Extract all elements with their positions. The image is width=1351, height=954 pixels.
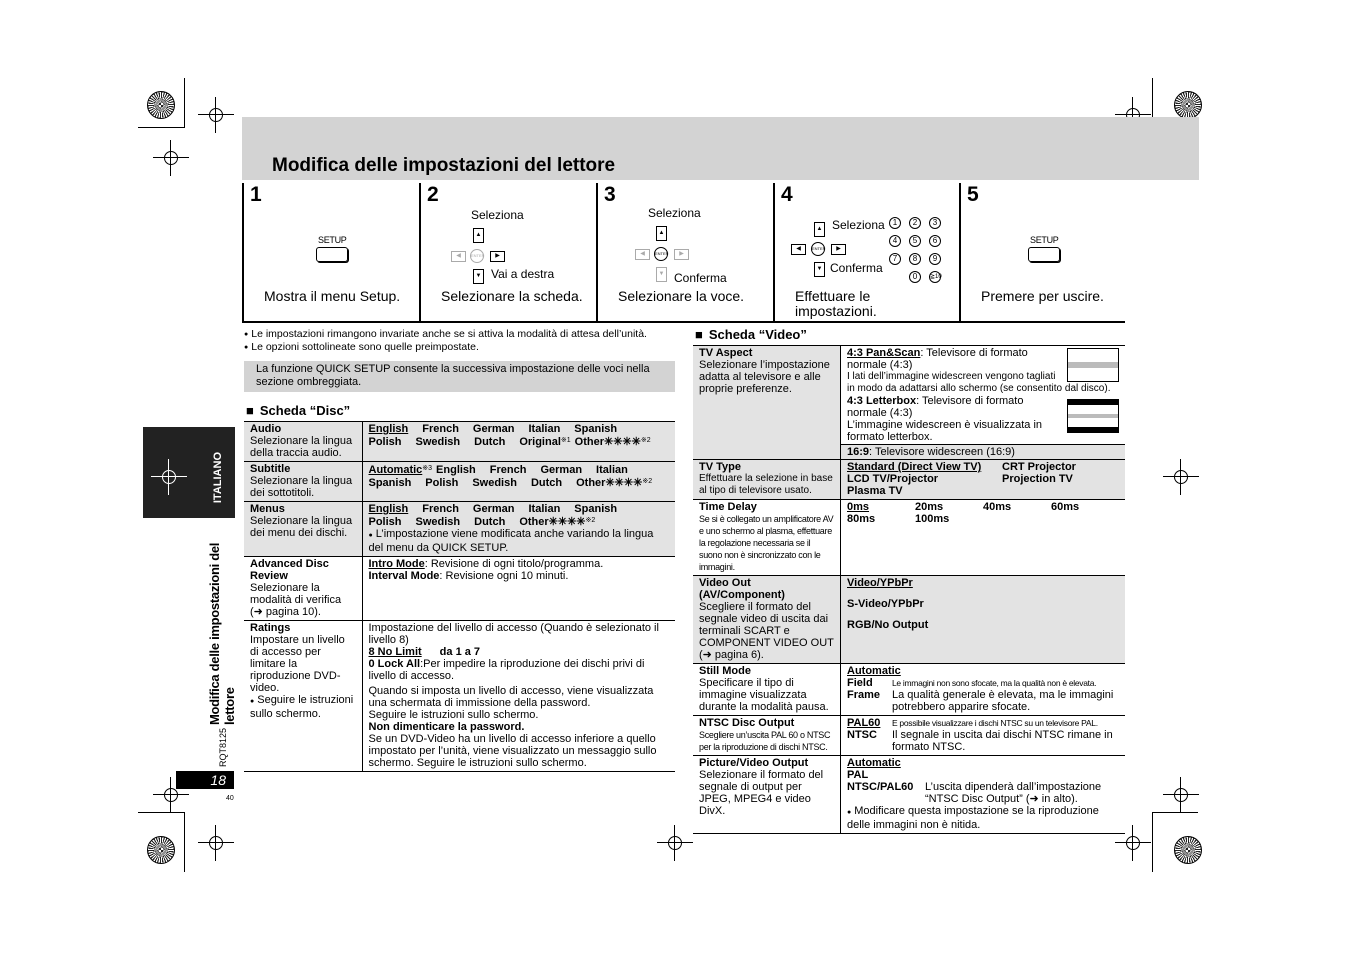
quick-setup-note: La funzione QUICK SETUP consente la successiva impostazione delle voci nella sezione ombreggiata. [244, 361, 675, 392]
letterbox-thumbnail-icon [1067, 399, 1119, 433]
setup-button [316, 247, 348, 262]
left-arrow-icon: ◀ [791, 244, 806, 255]
crop-line [184, 812, 185, 872]
step-caption: Selezionare la voce. [618, 288, 745, 304]
step-5 [959, 183, 1125, 323]
table-row: Audio Selezionare la lingua della traccia audio. English French German Italian Spanish Polish Swedish Dutch Original$^{※1}$ Other✳✳✳✳$^{※2}$ [244, 422, 675, 462]
numeric-key-10plus: ≧10 [929, 271, 941, 283]
crop-line [138, 812, 184, 813]
left-arrow-icon: ◀ [635, 249, 650, 260]
step-caption: Premere per uscire. [981, 288, 1104, 304]
table-row: Advanced Disc Review Selezionare la modalità di verifica (➜ pagina 10). Intro Mode: Revisione di ogni titolo/programma. Interval Mode: Revisione ogni 10 minuti. [244, 557, 675, 621]
setup-button [1028, 247, 1060, 262]
right-arrow-icon: ▶ [490, 251, 505, 262]
step-number: 3 [604, 183, 616, 206]
note-defaults: ● Le opzioni sottolineate sono quelle preimpostate. [244, 341, 479, 353]
step-3 [596, 183, 773, 323]
numeric-key-2: 2 [909, 217, 921, 229]
table-row: TV Type Effettuare la selezione in base al tipo di televisore usato. Standard (Direct View TV) CRT Projector LCD TV/Projector Projection TV Plasma TV [693, 460, 1125, 500]
video-table [693, 345, 1125, 834]
select-label: Seleziona [471, 208, 524, 222]
pan-scan-thumbnail-icon [1067, 348, 1119, 382]
step-caption: Mostra il menu Setup. [264, 288, 401, 304]
registration-star-icon [1174, 836, 1202, 864]
down-arrow-icon: ▼ [656, 267, 667, 282]
crop-line [184, 78, 185, 128]
select-label: Seleziona [648, 206, 701, 220]
crosshair-icon [198, 97, 234, 133]
down-arrow-icon: ▼ [814, 262, 825, 277]
table-row: Picture/Video Output Selezionare il formato del segnale di output per JPEG, MPEG4 e video DivX. Automatic PAL NTSC/PAL60 L’uscita dipenderà dall’impostazione “NTSC Disc Output” (➜ in alto). ● Modificare questa impostazione se la riproduzione delle immagini non è nitida. [693, 756, 1125, 834]
table-row: Menus Selezionare la lingua dei menu dei dischi. English French German Italian Spanish Polish Swedish Dutch Other✳✳✳✳$^{※2}$ ● L’impostazione viene modificata anche variando la lingua del menu da QUICK SETUP. [244, 502, 675, 557]
registration-star-icon [147, 91, 175, 119]
step-4 [773, 183, 959, 323]
note-standby: ● Le impostazioni rimangono invariate anche se si attiva la modalità di attesa dell’unità. [244, 328, 647, 340]
table-row: Subtitle Selezionare la lingua dei sottotitoli. Automatic$^{※3}$ English French German Italian Spanish Polish Swedish Dutch Other✳✳✳✳$^{※2}$ [244, 462, 675, 502]
crop-line [1152, 812, 1153, 872]
video-section-title: ■ Scheda “Video” [695, 327, 807, 342]
numeric-key-4: 4 [889, 235, 901, 247]
numeric-key-0: 0 [909, 271, 921, 283]
left-arrow-icon: ◀ [451, 251, 466, 262]
crop-line [138, 127, 184, 128]
table-row: Ratings Impostare un livello di accesso per limitare la riproduzione DVD-video. ● Seguire le istruzioni sullo schermo. Impostazione del livello di accesso (Quando è selezionato il livello 8) 8 No Limit da 1 a 7 0 Lock All:Per impedire la riproduzione dei dischi privi di livello di accesso. Quando si imposta un livello di accesso, viene visualizzata una schermata di immissione della password. Seguire le istruzioni sullo schermo. Non dimenticare la password. Se un DVD-Video ha un livello di accesso inferiore a quello impostato per l’unità, viene visualizzato un messaggio sullo schermo. Seguire le istruzioni sullo schermo. [244, 621, 675, 772]
step-number: 5 [967, 183, 979, 206]
step-1 [242, 183, 419, 323]
page-title: Modifica delle impostazioni del lettore [272, 155, 616, 176]
numeric-key-5: 5 [909, 235, 921, 247]
up-arrow-icon: ▲ [656, 226, 667, 241]
crosshair-icon [198, 825, 234, 861]
crosshair-icon [657, 825, 693, 861]
crop-line [1152, 812, 1198, 813]
table-row: TV Aspect Selezionare l’impostazione adatta al televisore e alle proprie preferenze. 4:3 Pan&Scan: Televisore di formato normale (4:3) I lati dell’immagine widescreen vengono tagliati in modo da adattarsi allo schermo (se consentito dal disco). 4:3 Letterbox: Televisore di formato normale (4:3) L’immagine widescreen è visualizzata in formato letterbox. 16:9: Televisore widescreen (16:9) [693, 346, 1125, 460]
down-arrow-icon: ▼ [473, 269, 484, 284]
enter-icon: ENTER [811, 242, 825, 256]
table-row: Time Delay Se si è collegato un amplificatore AV e uno schermo al plasma, effettuare la regolazione necessaria se il suono non è sincronizzato con le immagini. 0ms 20ms 40ms 60ms 80ms 100ms [693, 500, 1125, 576]
numeric-key-8: 8 [909, 253, 921, 265]
page-number: 18 [176, 771, 234, 789]
crosshair-icon [151, 459, 187, 495]
registration-star-icon [1174, 91, 1202, 119]
step-number: 2 [427, 183, 439, 206]
numeric-key-9: 9 [929, 253, 941, 265]
disc-table [244, 421, 675, 772]
setup-label: SETUP [318, 235, 347, 245]
language-label: ITALIANO [212, 452, 224, 504]
crosshair-icon [1163, 777, 1199, 813]
up-arrow-icon: ▲ [473, 228, 484, 243]
step-number: 4 [781, 183, 793, 206]
table-row: NTSC Disc Output Scegliere un’uscita PAL 60 o NTSC per la riproduzione di dischi NTSC. PAL60 E possibile visualizzare i dischi NTSC su un televisore PAL. NTSC Il segnale in uscita dai dischi NTSC rimane in formato NTSC. [693, 716, 1125, 756]
up-arrow-icon: ▲ [814, 222, 825, 237]
registration-star-icon [147, 836, 175, 864]
step-caption: Selezionare la scheda. [441, 288, 583, 304]
numeric-key-3: 3 [929, 217, 941, 229]
right-arrow-icon: ▶ [674, 249, 689, 260]
right-label: Vai a destra [491, 267, 555, 281]
confirm-label: Conferma [830, 261, 883, 275]
disc-section-title: ■ Scheda “Disc” [246, 403, 350, 418]
enter-icon: ENTER [654, 247, 668, 261]
setup-label: SETUP [1030, 235, 1059, 245]
step-2 [419, 183, 596, 323]
table-row: Video Out (AV/Component) Scegliere il formato del segnale video di uscita dai terminali SCART e COMPONENT VIDEO OUT (➜ pagina 6). Video/YPbPr S-Video/YPbPr RGB/No Output [693, 576, 1125, 664]
numeric-key-7: 7 [889, 253, 901, 265]
side-section-title: Modifica delle impostazioni del lettore [207, 542, 237, 725]
select-label: Seleziona [832, 218, 885, 232]
step-caption: Effettuare le impostazioni. [795, 288, 877, 319]
confirm-label: Conferma [674, 271, 727, 285]
step-number: 1 [250, 183, 262, 206]
crosshair-icon [153, 140, 189, 176]
table-row: Still Mode Specificare il tipo di immagine visualizzata durante la modalità pausa. Automatic Field Le immagini non sono sfocate, ma la qualità non è elevata. Frame La qualità generale è elevata, ma le immagini potrebbero apparire sfocate. [693, 664, 1125, 716]
right-arrow-icon: ▶ [831, 244, 846, 255]
numeric-key-6: 6 [929, 235, 941, 247]
model-number: RQT8125 [218, 728, 228, 768]
enter-icon: ENTER [470, 249, 484, 263]
numeric-key-1: 1 [889, 217, 901, 229]
crosshair-icon [1163, 459, 1199, 495]
sheet-number: 40 [226, 795, 234, 802]
